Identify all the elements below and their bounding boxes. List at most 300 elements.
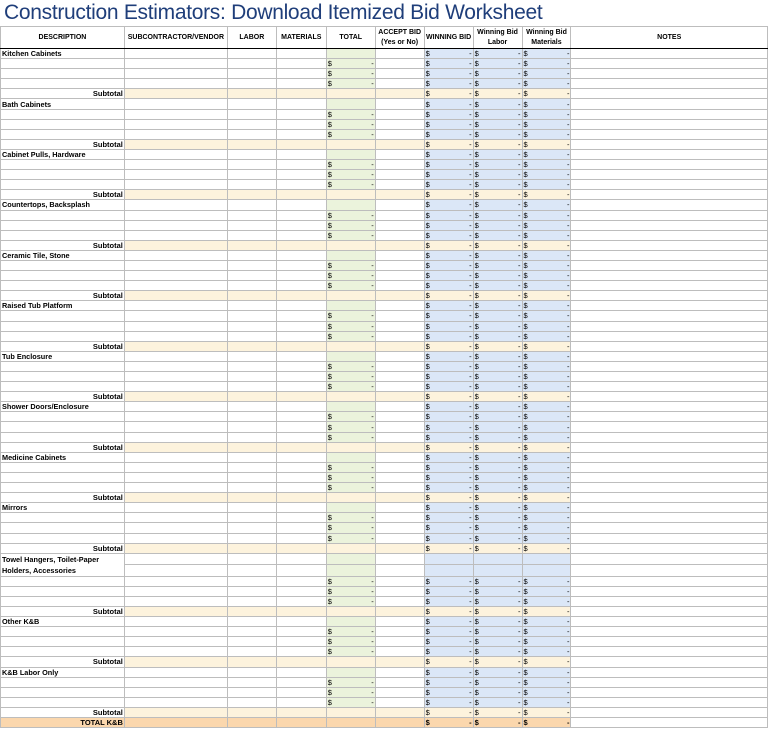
notes-cell[interactable] (571, 412, 768, 422)
materials-cell[interactable] (276, 483, 326, 493)
total-cell[interactable] (326, 543, 375, 553)
accept-bid-cell[interactable] (375, 667, 424, 677)
labor-cell[interactable] (227, 627, 276, 637)
subcontractor-cell[interactable] (124, 697, 227, 707)
labor-cell[interactable] (227, 160, 276, 170)
subcontractor-cell[interactable] (124, 382, 227, 392)
materials-cell[interactable] (276, 412, 326, 422)
labor-cell[interactable] (227, 543, 276, 553)
materials-cell[interactable] (276, 341, 326, 351)
notes-cell[interactable] (571, 220, 768, 230)
accept-bid-cell[interactable] (375, 647, 424, 657)
money-cell[interactable]: $ - (474, 119, 521, 129)
notes-cell[interactable] (571, 637, 768, 647)
notes-cell[interactable] (571, 432, 768, 442)
materials-cell[interactable] (276, 617, 326, 627)
accept-bid-cell[interactable] (375, 493, 424, 503)
notes-cell[interactable] (571, 402, 768, 412)
money-cell[interactable]: $ - (327, 596, 374, 606)
money-cell[interactable]: $ - (327, 59, 374, 69)
accept-bid-cell[interactable] (375, 210, 424, 220)
money-cell[interactable]: $ - (474, 576, 521, 586)
accept-bid-cell[interactable] (375, 606, 424, 616)
winning-labor-cell[interactable] (473, 565, 522, 577)
accept-bid-cell[interactable] (375, 69, 424, 79)
money-cell[interactable]: $ - (474, 472, 521, 482)
money-cell[interactable]: $ - (523, 412, 570, 422)
notes-cell[interactable] (571, 462, 768, 472)
money-cell[interactable]: $ - (474, 59, 521, 69)
total-cell[interactable] (326, 99, 375, 109)
labor-cell[interactable] (227, 89, 276, 99)
money-cell[interactable]: $ - (425, 261, 472, 271)
subcontractor-cell[interactable] (124, 149, 227, 159)
subcontractor-cell[interactable] (124, 432, 227, 442)
money-cell[interactable]: $ - (327, 129, 374, 139)
subcontractor-cell[interactable] (124, 281, 227, 291)
accept-bid-cell[interactable] (375, 341, 424, 351)
accept-bid-cell[interactable] (375, 109, 424, 119)
money-cell[interactable]: $ - (425, 331, 472, 341)
accept-bid-cell[interactable] (375, 180, 424, 190)
subcontractor-cell[interactable] (124, 553, 227, 565)
labor-cell[interactable] (227, 271, 276, 281)
labor-cell[interactable] (227, 351, 276, 361)
subcontractor-cell[interactable] (124, 260, 227, 270)
labor-cell[interactable] (227, 565, 276, 577)
money-cell[interactable]: $ - (523, 493, 570, 503)
materials-cell[interactable] (276, 503, 326, 513)
money-cell[interactable]: $ - (523, 586, 570, 596)
money-cell[interactable]: $ - (474, 89, 521, 99)
accept-bid-cell[interactable] (375, 483, 424, 493)
subcontractor-cell[interactable] (124, 119, 227, 129)
materials-cell[interactable] (276, 523, 326, 533)
money-cell[interactable]: $ - (425, 59, 472, 69)
money-cell[interactable]: $ - (327, 627, 374, 637)
money-cell[interactable]: $ - (474, 250, 521, 260)
materials-cell[interactable] (276, 513, 326, 523)
money-cell[interactable]: $ - (523, 392, 570, 402)
subcontractor-cell[interactable] (124, 49, 227, 59)
materials-cell[interactable] (276, 321, 326, 331)
money-cell[interactable]: $ - (425, 392, 472, 402)
labor-cell[interactable] (227, 301, 276, 311)
money-cell[interactable]: $ - (425, 657, 472, 667)
materials-cell[interactable] (276, 697, 326, 707)
subcontractor-cell[interactable] (124, 412, 227, 422)
money-cell[interactable]: $ - (523, 271, 570, 281)
money-cell[interactable]: $ - (474, 69, 521, 79)
accept-bid-cell[interactable] (375, 422, 424, 432)
subcontractor-cell[interactable] (124, 79, 227, 89)
labor-cell[interactable] (227, 472, 276, 482)
money-cell[interactable]: $ - (474, 657, 521, 667)
materials-cell[interactable] (276, 210, 326, 220)
money-cell[interactable]: $ - (523, 261, 570, 271)
money-cell[interactable]: $ - (327, 533, 374, 543)
notes-cell[interactable] (571, 200, 768, 210)
money-cell[interactable]: $ - (523, 687, 570, 697)
notes-cell[interactable] (571, 627, 768, 637)
total-cell[interactable] (326, 617, 375, 627)
money-cell[interactable]: $ - (474, 627, 521, 637)
total-cell[interactable] (326, 351, 375, 361)
materials-cell[interactable] (276, 493, 326, 503)
accept-bid-cell[interactable] (375, 553, 424, 565)
materials-cell[interactable] (276, 180, 326, 190)
money-cell[interactable]: $ - (327, 170, 374, 180)
winning-labor-cell[interactable] (473, 553, 522, 565)
materials-cell[interactable] (276, 99, 326, 109)
accept-bid-cell[interactable] (375, 311, 424, 321)
subcontractor-cell[interactable] (124, 523, 227, 533)
labor-cell[interactable] (227, 718, 276, 728)
accept-bid-cell[interactable] (375, 230, 424, 240)
subcontractor-cell[interactable] (124, 513, 227, 523)
labor-cell[interactable] (227, 321, 276, 331)
labor-cell[interactable] (227, 707, 276, 717)
subcontractor-cell[interactable] (124, 230, 227, 240)
materials-cell[interactable] (276, 472, 326, 482)
accept-bid-cell[interactable] (375, 392, 424, 402)
total-cell[interactable] (326, 149, 375, 159)
notes-cell[interactable] (571, 483, 768, 493)
accept-bid-cell[interactable] (375, 576, 424, 586)
materials-cell[interactable] (276, 392, 326, 402)
money-cell[interactable]: $ - (425, 472, 472, 482)
accept-bid-cell[interactable] (375, 281, 424, 291)
subcontractor-cell[interactable] (124, 392, 227, 402)
labor-cell[interactable] (227, 361, 276, 371)
subcontractor-cell[interactable] (124, 311, 227, 321)
materials-cell[interactable] (276, 533, 326, 543)
materials-cell[interactable] (276, 170, 326, 180)
materials-cell[interactable] (276, 49, 326, 59)
money-cell[interactable]: $ - (474, 442, 521, 452)
materials-cell[interactable] (276, 647, 326, 657)
labor-cell[interactable] (227, 606, 276, 616)
money-cell[interactable]: $ - (523, 321, 570, 331)
accept-bid-cell[interactable] (375, 301, 424, 311)
money-cell[interactable]: $ - (327, 230, 374, 240)
materials-cell[interactable] (276, 677, 326, 687)
notes-cell[interactable] (571, 180, 768, 190)
money-cell[interactable]: $ - (327, 331, 374, 341)
money-cell[interactable]: $ - (523, 483, 570, 493)
money-cell[interactable]: $ - (523, 442, 570, 452)
money-cell[interactable]: $ - (474, 513, 521, 523)
money-cell[interactable]: $ - (425, 99, 472, 109)
subcontractor-cell[interactable] (124, 533, 227, 543)
money-cell[interactable]: $ - (327, 119, 374, 129)
total-cell[interactable] (326, 240, 375, 250)
accept-bid-cell[interactable] (375, 718, 424, 728)
money-cell[interactable]: $ - (327, 220, 374, 230)
labor-cell[interactable] (227, 49, 276, 59)
labor-cell[interactable] (227, 553, 276, 565)
notes-cell[interactable] (571, 667, 768, 677)
accept-bid-cell[interactable] (375, 129, 424, 139)
subcontractor-cell[interactable] (124, 109, 227, 119)
notes-cell[interactable] (571, 321, 768, 331)
money-cell[interactable]: $ - (425, 452, 472, 462)
materials-cell[interactable] (276, 596, 326, 606)
accept-bid-cell[interactable] (375, 99, 424, 109)
money-cell[interactable]: $ - (425, 109, 472, 119)
labor-cell[interactable] (227, 667, 276, 677)
notes-cell[interactable] (571, 707, 768, 717)
money-cell[interactable]: $ - (474, 129, 521, 139)
money-cell[interactable]: $ - (327, 311, 374, 321)
money-cell[interactable]: $ - (474, 210, 521, 220)
subcontractor-cell[interactable] (124, 361, 227, 371)
money-cell[interactable]: $ - (474, 291, 521, 301)
money-cell[interactable]: $ - (425, 149, 472, 159)
money-cell[interactable]: $ - (523, 210, 570, 220)
money-cell[interactable]: $ - (523, 89, 570, 99)
total-cell[interactable] (326, 250, 375, 260)
money-cell[interactable]: $ - (425, 533, 472, 543)
subcontractor-cell[interactable] (124, 442, 227, 452)
subcontractor-cell[interactable] (124, 69, 227, 79)
accept-bid-cell[interactable] (375, 190, 424, 200)
materials-cell[interactable] (276, 311, 326, 321)
money-cell[interactable]: $ - (474, 321, 521, 331)
money-cell[interactable]: $ - (523, 281, 570, 291)
labor-cell[interactable] (227, 291, 276, 301)
materials-cell[interactable] (276, 260, 326, 270)
notes-cell[interactable] (571, 697, 768, 707)
materials-cell[interactable] (276, 667, 326, 677)
money-cell[interactable]: $ - (474, 718, 521, 728)
notes-cell[interactable] (571, 553, 768, 565)
money-cell[interactable]: $ - (474, 281, 521, 291)
notes-cell[interactable] (571, 281, 768, 291)
materials-cell[interactable] (276, 89, 326, 99)
labor-cell[interactable] (227, 281, 276, 291)
money-cell[interactable]: $ - (474, 160, 521, 170)
total-cell[interactable] (326, 718, 375, 728)
money-cell[interactable]: $ - (523, 657, 570, 667)
money-cell[interactable]: $ - (425, 503, 472, 513)
labor-cell[interactable] (227, 311, 276, 321)
money-cell[interactable]: $ - (327, 372, 374, 382)
labor-cell[interactable] (227, 596, 276, 606)
total-cell[interactable] (326, 341, 375, 351)
money-cell[interactable]: $ - (425, 351, 472, 361)
money-cell[interactable]: $ - (327, 472, 374, 482)
money-cell[interactable]: $ - (523, 119, 570, 129)
money-cell[interactable]: $ - (523, 99, 570, 109)
money-cell[interactable]: $ - (523, 129, 570, 139)
notes-cell[interactable] (571, 533, 768, 543)
money-cell[interactable]: $ - (474, 422, 521, 432)
materials-cell[interactable] (276, 301, 326, 311)
money-cell[interactable]: $ - (474, 462, 521, 472)
labor-cell[interactable] (227, 442, 276, 452)
accept-bid-cell[interactable] (375, 361, 424, 371)
labor-cell[interactable] (227, 493, 276, 503)
money-cell[interactable]: $ - (474, 230, 521, 240)
materials-cell[interactable] (276, 432, 326, 442)
accept-bid-cell[interactable] (375, 462, 424, 472)
money-cell[interactable]: $ - (474, 523, 521, 533)
subcontractor-cell[interactable] (124, 647, 227, 657)
notes-cell[interactable] (571, 49, 768, 59)
money-cell[interactable]: $ - (425, 412, 472, 422)
money-cell[interactable]: $ - (474, 667, 521, 677)
accept-bid-cell[interactable] (375, 513, 424, 523)
materials-cell[interactable] (276, 129, 326, 139)
notes-cell[interactable] (571, 442, 768, 452)
money-cell[interactable]: $ - (327, 281, 374, 291)
subcontractor-cell[interactable] (124, 452, 227, 462)
money-cell[interactable]: $ - (425, 697, 472, 707)
subcontractor-cell[interactable] (124, 271, 227, 281)
money-cell[interactable]: $ - (327, 687, 374, 697)
money-cell[interactable]: $ - (474, 109, 521, 119)
subcontractor-cell[interactable] (124, 565, 227, 577)
money-cell[interactable]: $ - (523, 523, 570, 533)
labor-cell[interactable] (227, 331, 276, 341)
subcontractor-cell[interactable] (124, 667, 227, 677)
labor-cell[interactable] (227, 523, 276, 533)
money-cell[interactable]: $ - (474, 240, 521, 250)
money-cell[interactable]: $ - (474, 586, 521, 596)
money-cell[interactable]: $ - (523, 432, 570, 442)
money-cell[interactable]: $ - (474, 637, 521, 647)
money-cell[interactable]: $ - (327, 412, 374, 422)
subcontractor-cell[interactable] (124, 617, 227, 627)
notes-cell[interactable] (571, 160, 768, 170)
money-cell[interactable]: $ - (425, 462, 472, 472)
materials-cell[interactable] (276, 707, 326, 717)
money-cell[interactable]: $ - (474, 311, 521, 321)
accept-bid-cell[interactable] (375, 503, 424, 513)
subcontractor-cell[interactable] (124, 321, 227, 331)
money-cell[interactable]: $ - (327, 422, 374, 432)
materials-cell[interactable] (276, 190, 326, 200)
subcontractor-cell[interactable] (124, 301, 227, 311)
total-cell[interactable] (326, 657, 375, 667)
money-cell[interactable]: $ - (327, 271, 374, 281)
subcontractor-cell[interactable] (124, 331, 227, 341)
labor-cell[interactable] (227, 617, 276, 627)
total-cell[interactable] (326, 452, 375, 462)
labor-cell[interactable] (227, 432, 276, 442)
labor-cell[interactable] (227, 402, 276, 412)
subcontractor-cell[interactable] (124, 89, 227, 99)
money-cell[interactable]: $ - (425, 129, 472, 139)
subcontractor-cell[interactable] (124, 472, 227, 482)
subcontractor-cell[interactable] (124, 586, 227, 596)
materials-cell[interactable] (276, 69, 326, 79)
money-cell[interactable]: $ - (474, 331, 521, 341)
materials-cell[interactable] (276, 109, 326, 119)
labor-cell[interactable] (227, 139, 276, 149)
money-cell[interactable]: $ - (327, 160, 374, 170)
labor-cell[interactable] (227, 59, 276, 69)
notes-cell[interactable] (571, 79, 768, 89)
money-cell[interactable]: $ - (523, 697, 570, 707)
labor-cell[interactable] (227, 230, 276, 240)
total-cell[interactable] (326, 667, 375, 677)
subcontractor-cell[interactable] (124, 493, 227, 503)
notes-cell[interactable] (571, 513, 768, 523)
subcontractor-cell[interactable] (124, 718, 227, 728)
money-cell[interactable]: $ - (327, 79, 374, 89)
money-cell[interactable]: $ - (425, 210, 472, 220)
notes-cell[interactable] (571, 606, 768, 616)
total-cell[interactable] (326, 89, 375, 99)
materials-cell[interactable] (276, 565, 326, 577)
money-cell[interactable]: $ - (474, 493, 521, 503)
money-cell[interactable]: $ - (523, 301, 570, 311)
materials-cell[interactable] (276, 271, 326, 281)
materials-cell[interactable] (276, 452, 326, 462)
total-cell[interactable] (326, 493, 375, 503)
money-cell[interactable]: $ - (523, 402, 570, 412)
money-cell[interactable]: $ - (523, 139, 570, 149)
subcontractor-cell[interactable] (124, 637, 227, 647)
subcontractor-cell[interactable] (124, 372, 227, 382)
labor-cell[interactable] (227, 503, 276, 513)
materials-cell[interactable] (276, 586, 326, 596)
money-cell[interactable]: $ - (523, 707, 570, 717)
labor-cell[interactable] (227, 586, 276, 596)
total-cell[interactable] (326, 392, 375, 402)
money-cell[interactable]: $ - (425, 180, 472, 190)
money-cell[interactable]: $ - (523, 647, 570, 657)
accept-bid-cell[interactable] (375, 637, 424, 647)
notes-cell[interactable] (571, 210, 768, 220)
materials-cell[interactable] (276, 576, 326, 586)
materials-cell[interactable] (276, 382, 326, 392)
money-cell[interactable]: $ - (425, 170, 472, 180)
money-cell[interactable]: $ - (474, 341, 521, 351)
notes-cell[interactable] (571, 170, 768, 180)
money-cell[interactable]: $ - (425, 240, 472, 250)
notes-cell[interactable] (571, 291, 768, 301)
money-cell[interactable]: $ - (523, 503, 570, 513)
labor-cell[interactable] (227, 119, 276, 129)
money-cell[interactable]: $ - (523, 361, 570, 371)
labor-cell[interactable] (227, 200, 276, 210)
accept-bid-cell[interactable] (375, 697, 424, 707)
money-cell[interactable]: $ - (327, 321, 374, 331)
labor-cell[interactable] (227, 637, 276, 647)
money-cell[interactable]: $ - (474, 432, 521, 442)
money-cell[interactable]: $ - (425, 281, 472, 291)
money-cell[interactable]: $ - (327, 69, 374, 79)
money-cell[interactable]: $ - (523, 291, 570, 301)
money-cell[interactable]: $ - (425, 596, 472, 606)
money-cell[interactable]: $ - (523, 637, 570, 647)
subcontractor-cell[interactable] (124, 576, 227, 586)
notes-cell[interactable] (571, 301, 768, 311)
money-cell[interactable]: $ - (523, 149, 570, 159)
subcontractor-cell[interactable] (124, 180, 227, 190)
money-cell[interactable]: $ - (425, 442, 472, 452)
money-cell[interactable]: $ - (327, 109, 374, 119)
notes-cell[interactable] (571, 372, 768, 382)
labor-cell[interactable] (227, 99, 276, 109)
money-cell[interactable]: $ - (523, 180, 570, 190)
labor-cell[interactable] (227, 170, 276, 180)
money-cell[interactable]: $ - (523, 452, 570, 462)
money-cell[interactable]: $ - (425, 647, 472, 657)
